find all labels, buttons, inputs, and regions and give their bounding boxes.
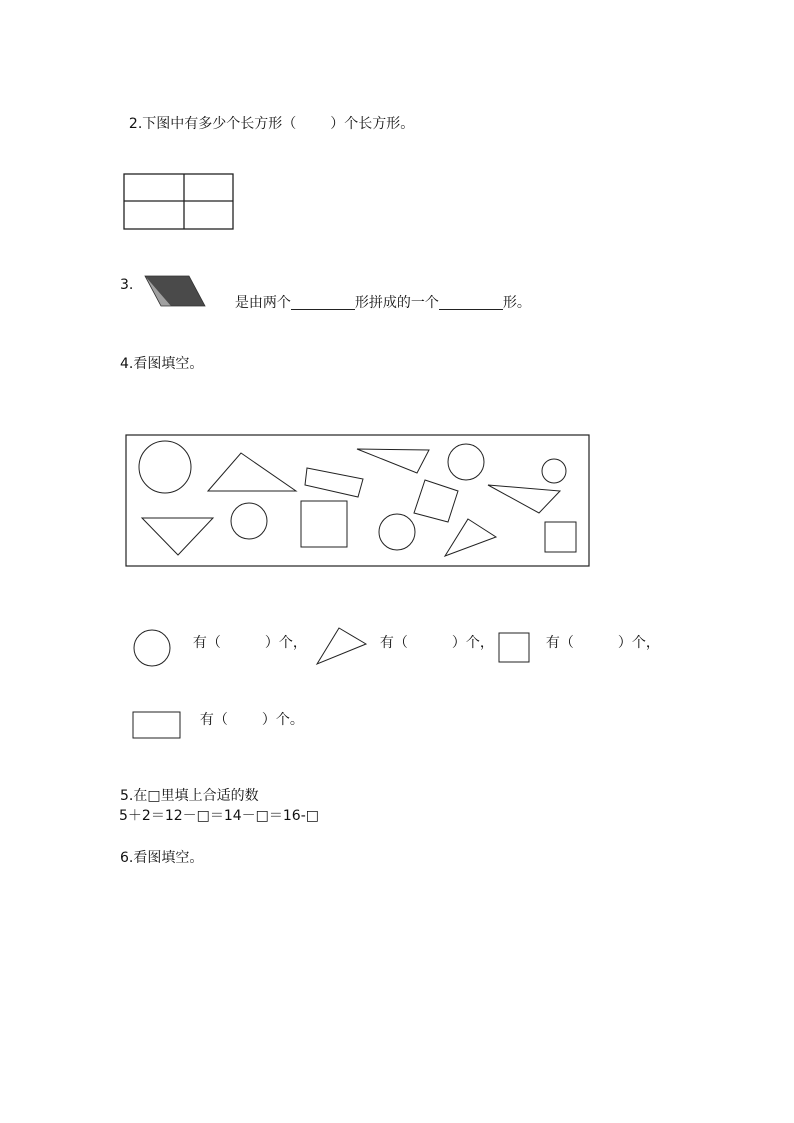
q4-count-rectangle-ge: ）个。 (261, 712, 304, 728)
q4-count-square-ge: ）个， (617, 635, 660, 651)
q4-count-rectangle (191, 693, 304, 729)
q3-blank-2[interactable] (439, 295, 503, 310)
q4-count-triangle-you: 有（ (379, 635, 408, 651)
q4-count-square (537, 616, 660, 652)
q4-count-rectangle-you: 有（ (199, 712, 228, 728)
q3-number: 3. (120, 277, 134, 293)
q2-prompt (120, 97, 414, 133)
q6-title: 6.看图填空。 (120, 850, 204, 866)
q4-count-triangle-ge: ）个， (451, 635, 494, 651)
q2-suffix: ）个长方形。 (330, 116, 415, 132)
q5-equation[interactable]: 5＋2＝12－□＝14－□＝16-□ (119, 808, 319, 824)
q3-text-b: 形拼成的一个 (354, 295, 439, 311)
q4-legend-square (498, 632, 531, 664)
q4-count-triangle (371, 616, 494, 652)
q4-title: 4.看图填空。 (120, 356, 204, 372)
q4-legend-circle (132, 628, 174, 668)
q3-blank-1[interactable] (291, 295, 355, 310)
q2-rectangle-grid (123, 173, 235, 231)
q3-text-c: 形。 (502, 295, 531, 311)
q4-count-circle-you: 有（ (192, 635, 221, 651)
q5-title: 5.在□里填上合适的数 (120, 788, 259, 804)
q4-shapes-panel (125, 433, 593, 569)
q3-text-a: 是由两个 (234, 295, 291, 311)
q4-count-circle (184, 616, 307, 652)
q4-legend-triangle (314, 626, 370, 668)
q4-count-circle-ge: ）个， (264, 635, 307, 651)
q2-prefix: 2.下图中有多少个长方形（ (128, 116, 297, 132)
q3-parallelogram (143, 273, 207, 309)
q4-legend-rectangle (132, 711, 182, 740)
q4-count-square-you: 有（ (545, 635, 574, 651)
q3-sentence (226, 276, 531, 312)
